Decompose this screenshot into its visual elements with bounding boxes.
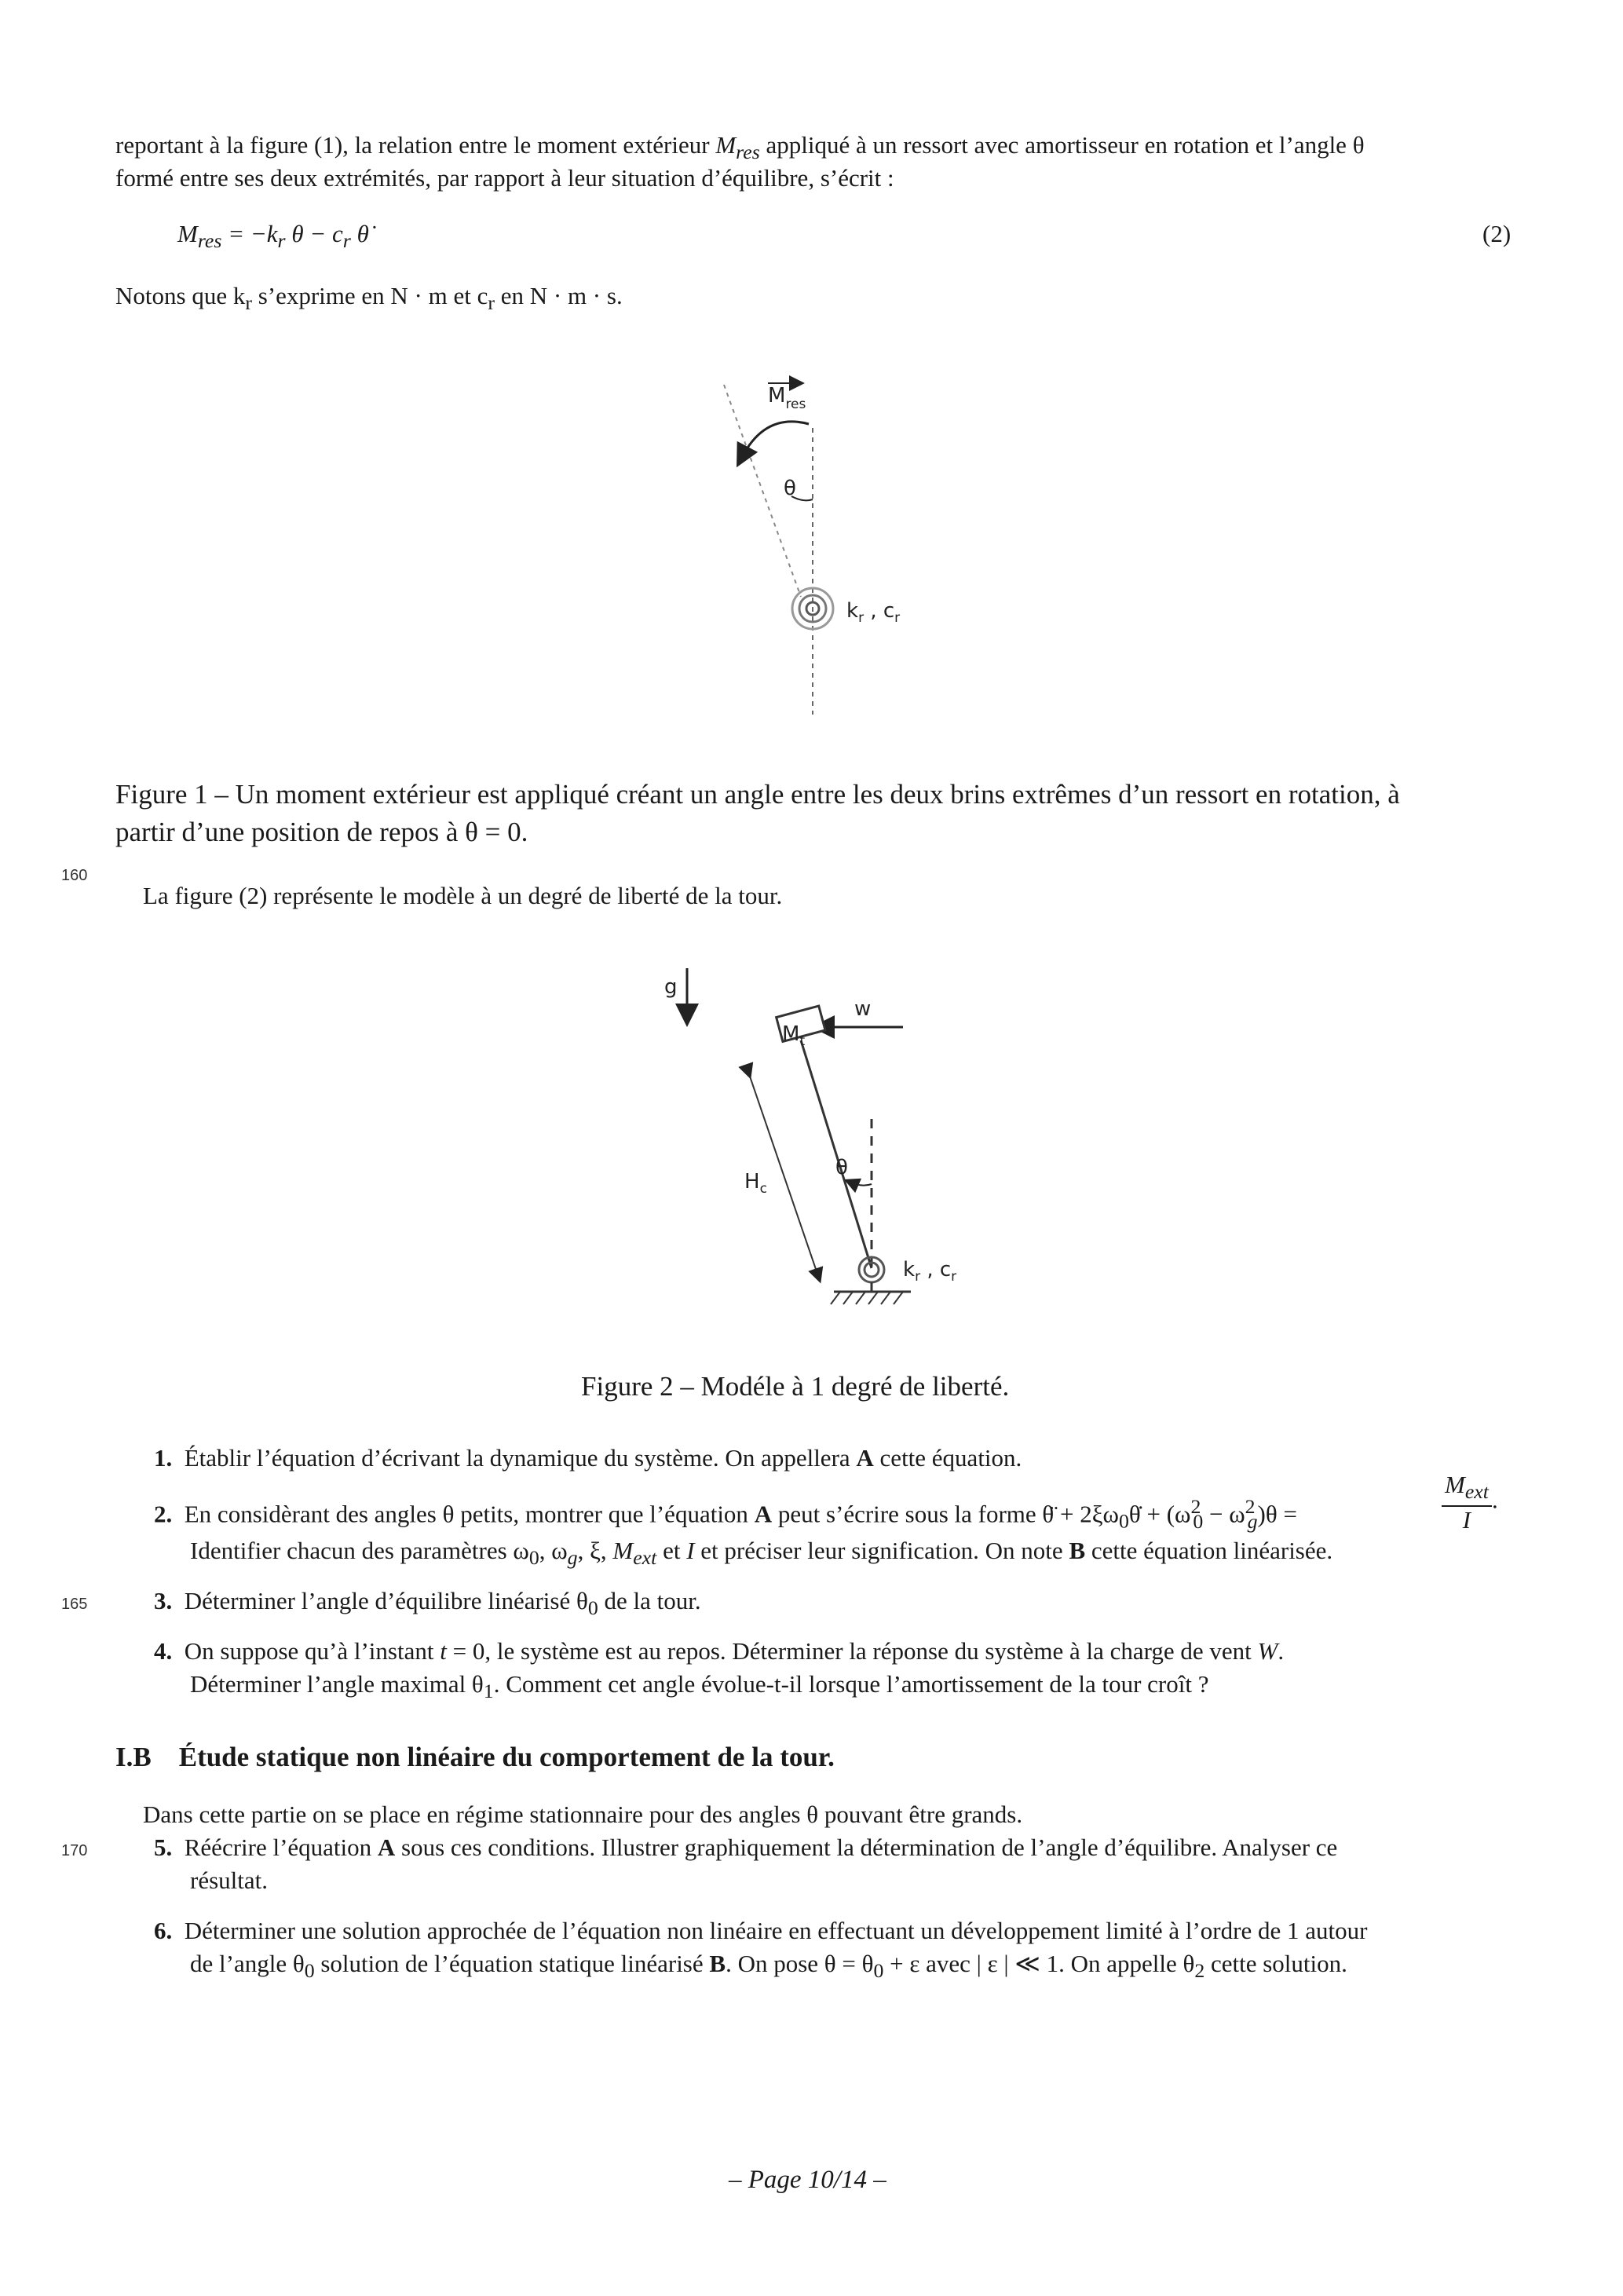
question-4-line-2: Déterminer l’angle maximal $\theta_1$. Comment cet angle évolue-t-il lorsque l’amortissement de la tour croît ? <box>190 1670 1209 1703</box>
height-label: $H_c$ <box>744 1170 767 1197</box>
figure-2-caption: Figure 2 – Modéle à 1 degré de liberté. <box>581 1371 1010 1402</box>
intro-line-2: formé entre ses deux extrémités, par rapport à leur situation d’équilibre, s’écrit : <box>115 164 894 192</box>
fig2-spring-label: $k_r$ , $c_r$ <box>903 1258 957 1285</box>
line-number-170: 170 <box>61 1842 88 1859</box>
question-5-line-1: 5. Réécrire l’équation A sous ces conditions. Illustrer graphiquement la détermination de l’angle d’équilibre. Analyser ce <box>154 1834 1338 1861</box>
section-intro: Dans cette partie on se place en régime stationnaire pour des angles θ pouvant être grands. <box>143 1801 1023 1828</box>
question-2-line-2: Identifier chacun des paramètres $\omega_0$, $\omega_g$, ξ, $M_{ext}$ et I et préciser leur signification. On note B cette équation linéarisée. <box>190 1537 1333 1570</box>
line-number-165: 165 <box>61 1596 88 1613</box>
question-4-line-1: 4. On suppose qu’à l’instant t = 0, le système est au repos. Déterminer la réponse du système à la charge de vent W. <box>154 1637 1285 1665</box>
fig1-theta-label: θ <box>784 477 796 500</box>
wind-label: w <box>854 997 872 1021</box>
page-footer: – Page 10/14 – <box>729 2166 886 2194</box>
figure-1-diagram <box>691 369 927 715</box>
moment-label: $M_{res}$ <box>768 384 806 412</box>
question-2-line-1: 2. En considèrant des angles θ petits, montrer que l’équation A peut s’écrire sous la forme θ̈ + $2\xi\omega_0\thetȧ + (\omega^2_0 - \omega^2_g)\theta$ = <box>154 1495 1297 1533</box>
question-5-line-2: résultat. <box>190 1866 268 1894</box>
figure-2-intro: La figure (2) représente le modèle à un degré de liberté de la tour. <box>143 882 783 909</box>
fig2-theta-label: θ <box>835 1156 848 1179</box>
tower-rod <box>801 1040 872 1268</box>
figure-1-caption-line-1: Figure 1 – Un moment extérieur est appliqué créant un angle entre les deux brins extrêmes d’un ressort en rotation, à <box>115 779 1400 810</box>
theta-arc-2 <box>851 1183 872 1186</box>
fig1-spring-label: $k_r$ , $c_r$ <box>846 599 901 626</box>
section-heading: I.B Étude statique non linéaire du comportement de la tour. <box>115 1742 835 1772</box>
mass-label: $M_t$ <box>782 1022 806 1049</box>
equation-2: $M_{res} = -k_r$ $\theta - c_r$ θ̇ <box>177 220 369 253</box>
question-1: 1. Établir l’équation d’écrivant la dynamique du système. On appellera A cette équation. <box>154 1444 1022 1472</box>
moment-arrow <box>742 422 809 457</box>
equation-number: (2) <box>1482 220 1512 247</box>
figure-2-diagram <box>652 962 981 1323</box>
question-2-fraction: $\frac{M_{ext}}{I}$ . <box>1442 1472 1498 1534</box>
intro-line-1: reportant à la figure (1), la relation entre le moment extérieur $M_{res}$ appliqué à un ressort avec amortisseur en rotation et l’angle θ <box>115 131 1365 164</box>
figure-1-caption-line-2: partir d’une position de repos à θ = 0. <box>115 817 528 847</box>
line-number-160: 160 <box>61 867 88 884</box>
ground-support <box>831 1282 911 1304</box>
gravity-label: g <box>664 975 678 999</box>
question-6-line-1: 6. Déterminer une solution approchée de l’équation non linéaire en effectuant un développement limité à l’ordre de 1 autour <box>154 1917 1368 1944</box>
question-6-line-2: de l’angle $\theta_0$ solution de l’équation statique linéarisé B. On pose $\theta = \theta_0 + \varepsilon$ avec | ε | ≪ 1. On appelle $\theta_2$ cette solution. <box>190 1950 1347 1983</box>
question-3: 3. Déterminer l’angle d’équilibre linéarisé $\theta_0$ de la tour. <box>154 1587 701 1620</box>
units-note: Notons que $k_r$ s’exprime en N · m et $c_r$ en N · m · s. <box>115 282 623 315</box>
